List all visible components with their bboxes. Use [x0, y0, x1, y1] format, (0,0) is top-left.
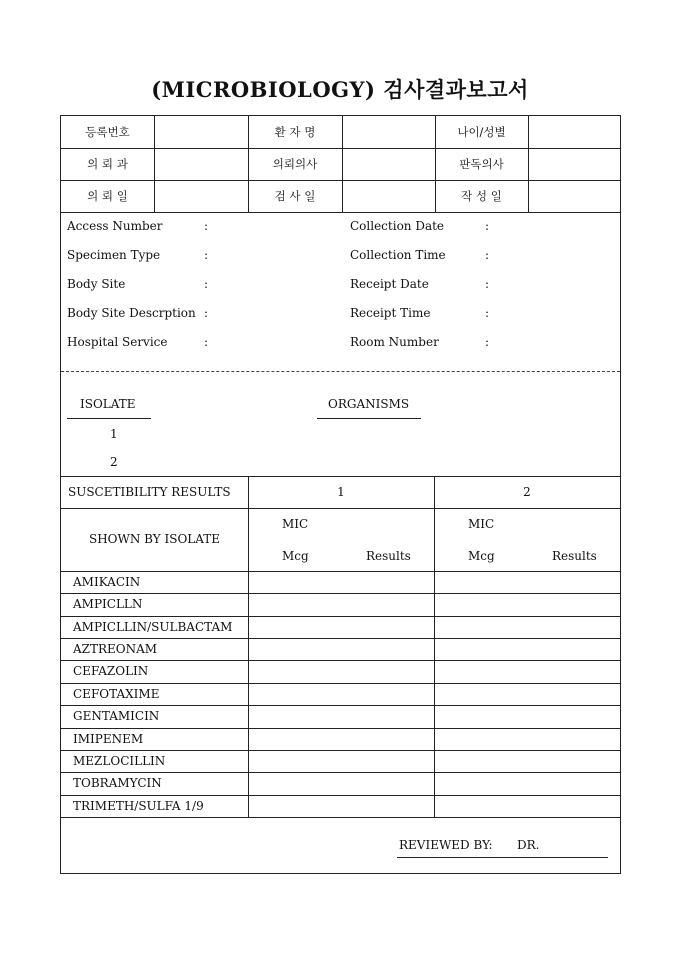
label-test-date: 검 사 일 [274, 189, 316, 203]
antibiotic-name: TRIMETH/SULFA 1/9 [73, 798, 204, 813]
isolate-number: 2 [110, 455, 118, 469]
antibiotic-name: AMIKACIN [73, 575, 141, 589]
result-cell-isolate-1[interactable] [249, 796, 433, 816]
susceptibility-column-1: 1 [337, 485, 345, 499]
field-referring-dept[interactable] [155, 149, 247, 179]
info-colon: : [204, 248, 209, 262]
label-referring-doctor: 의뢰의사 [272, 157, 318, 171]
info-colon: : [485, 306, 490, 320]
info-label-room-number: Room Number [350, 335, 439, 349]
result-cell-isolate-2[interactable] [435, 729, 619, 749]
info-label-receipt-time: Receipt Time [350, 306, 431, 320]
label-written-date: 작 성 일 [461, 189, 502, 203]
field-test-date[interactable] [343, 181, 434, 211]
label-referring-dept: 의 뢰 과 [87, 157, 128, 171]
info-colon: : [485, 219, 490, 233]
label-age-sex: 나이/성별 [457, 125, 506, 139]
field-referral-date[interactable] [155, 181, 247, 211]
antibiotic-name: MEZLOCILLIN [73, 753, 166, 768]
grid-line [61, 212, 620, 213]
field-written-date[interactable] [529, 181, 619, 211]
result-cell-isolate-2[interactable] [435, 617, 619, 637]
reviewed-by-label: REVIEWED BY: [399, 838, 493, 852]
info-colon: : [204, 219, 209, 233]
result-cell-isolate-1[interactable] [249, 617, 433, 637]
reviewed-dr-label: DR. [517, 838, 540, 852]
antibiotic-name: AMPICLLN [73, 597, 143, 612]
info-label-receipt-date: Receipt Date [350, 277, 429, 291]
isolate-number: 1 [110, 427, 118, 441]
label-reading-doctor: 판독의사 [459, 157, 504, 171]
info-label-collection-time: Collection Time [350, 248, 446, 262]
antibiotic-name: IMIPENEM [73, 731, 144, 746]
results-label-1: Results [366, 549, 411, 563]
result-cell-isolate-1[interactable] [249, 729, 433, 749]
info-colon: : [485, 277, 490, 291]
result-cell-isolate-1[interactable] [249, 706, 433, 726]
result-cell-isolate-2[interactable] [435, 751, 619, 771]
antibiotic-name: GENTAMICIN [73, 709, 160, 724]
antibiotic-name: CEFAZOLIN [73, 664, 149, 679]
info-colon: : [485, 248, 490, 262]
info-label-collection-date: Collection Date [350, 219, 445, 233]
dashed-divider [61, 371, 620, 372]
result-cell-isolate-2[interactable] [435, 572, 619, 592]
result-cell-isolate-1[interactable] [249, 639, 433, 659]
organisms-underline [317, 418, 421, 419]
results-label-2: Results [552, 549, 597, 563]
result-cell-isolate-2[interactable] [435, 773, 619, 793]
result-cell-isolate-1[interactable] [249, 773, 433, 793]
mic-label-1: MIC [282, 517, 309, 531]
mcg-label-1: Mcg [282, 549, 309, 563]
label-registration-number: 등록번호 [85, 125, 130, 139]
mcg-label-2: Mcg [468, 549, 495, 563]
result-cell-isolate-2[interactable] [435, 706, 619, 726]
susceptibility-column-2: 2 [523, 485, 531, 499]
grid-line [61, 817, 620, 818]
result-cell-isolate-2[interactable] [435, 594, 619, 614]
mic-label-2: MIC [468, 517, 495, 531]
info-label-body-site: Body Site [67, 277, 126, 291]
info-label-specimen-type: Specimen Type [67, 248, 161, 262]
susceptibility-results-label: SUSCETIBILITY RESULTS [68, 485, 231, 499]
label-patient-name: 환 자 명 [274, 125, 316, 139]
shown-by-isolate-label: SHOWN BY ISOLATE [88, 532, 221, 546]
result-cell-isolate-1[interactable] [249, 751, 433, 771]
field-referring-doctor[interactable] [343, 149, 434, 179]
isolate-header: ISOLATE [80, 397, 136, 411]
info-label-access-number: Access Number [67, 219, 163, 233]
result-cell-isolate-2[interactable] [435, 796, 619, 816]
field-age-sex[interactable] [529, 117, 619, 147]
result-cell-isolate-2[interactable] [435, 639, 619, 659]
result-cell-isolate-1[interactable] [249, 572, 433, 592]
isolate-underline [67, 418, 151, 419]
result-cell-isolate-2[interactable] [435, 684, 619, 704]
signature-line[interactable] [397, 857, 608, 858]
info-label-hospital-service: Hospital Service [67, 335, 168, 349]
field-registration-number[interactable] [155, 117, 247, 147]
label-referral-date: 의 뢰 일 [87, 189, 128, 203]
result-cell-isolate-1[interactable] [249, 661, 433, 681]
antibiotic-name: CEFOTAXIME [73, 686, 160, 701]
field-reading-doctor[interactable] [529, 149, 619, 179]
antibiotic-name: AZTREONAM [73, 642, 158, 657]
result-cell-isolate-1[interactable] [249, 594, 433, 614]
grid-line [61, 508, 620, 509]
report-form [60, 115, 621, 874]
info-colon: : [485, 335, 490, 349]
info-colon: : [204, 335, 209, 349]
info-colon: : [204, 306, 209, 320]
info-colon: : [204, 277, 209, 291]
result-cell-isolate-2[interactable] [435, 661, 619, 681]
info-label-body-site-description: Body Site Descrption [67, 306, 196, 320]
antibiotic-name: TOBRAMYCIN [73, 776, 162, 791]
result-cell-isolate-1[interactable] [249, 684, 433, 704]
grid-line [61, 476, 620, 477]
field-patient-name[interactable] [343, 117, 434, 147]
antibiotic-name: AMPICLLIN/SULBACTAM [73, 619, 233, 634]
organisms-header: ORGANISMS [328, 397, 410, 411]
page-title: (MICROBIOLOGY) 검사결과보고서 [151, 77, 529, 102]
